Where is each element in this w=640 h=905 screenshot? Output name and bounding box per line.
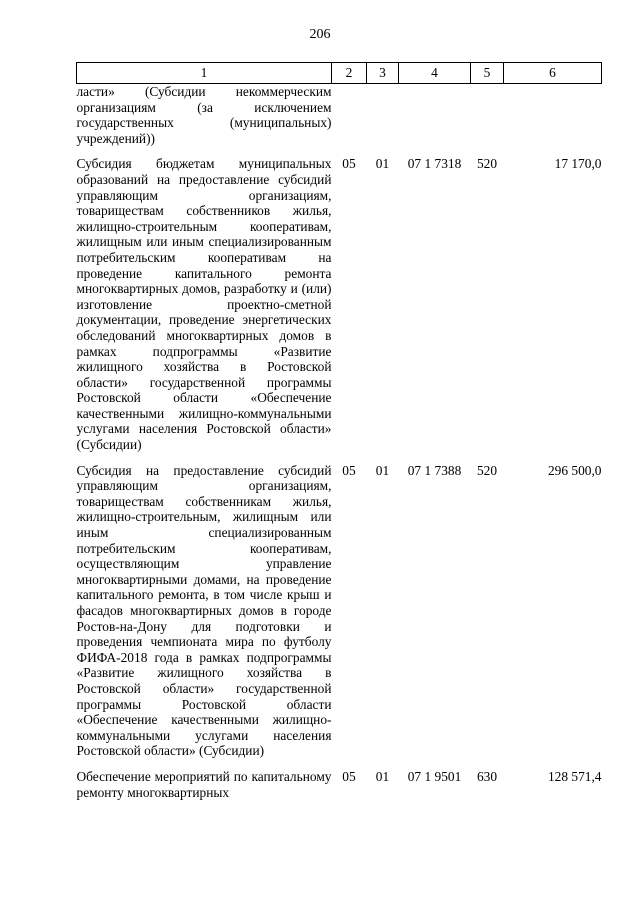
- table-row: [77, 84, 602, 147]
- row-target-article: 07 1 7318: [407, 156, 462, 172]
- column-header-target-article: 4: [399, 63, 471, 84]
- row-amount: 17 170,0: [554, 156, 602, 172]
- column-header-section: 2: [332, 63, 367, 84]
- row-expense-type: 520: [476, 462, 498, 478]
- row-spacer: [77, 146, 602, 156]
- budget-table: [76, 62, 602, 800]
- row-target-article: [399, 84, 471, 147]
- column-header-subsection: 3: [367, 63, 399, 84]
- row-expense-type: [471, 84, 504, 147]
- row-description: ласти» (Субсидии некоммерческим организациям (за исключением государственных (муниципальных) учреждений)): [76, 84, 332, 146]
- row-section: 05: [342, 768, 356, 784]
- row-section: 05: [342, 156, 356, 172]
- table-row: [77, 156, 602, 452]
- row-description: Субсидия бюджетам муниципальных образований на предоставление субсидий управляющим организациям, товариществам собственников жилья, жилищно-строительным кооперативам, жилищным или иным специализированным потребительским кооперативам на проведение капитального ремонта многоквартирных домов, разработку и (или) изготовление проектно-сметной документации, проведение энергетических обследований многоквартирных домов в рамках подпрограммы «Развитие жилищного хозяйства в Ростовской области» государственной программы Ростовской области «Обеспечение качественными жилищно-коммунальными услугами населения Ростовской области» (Субсидии): [76, 156, 332, 453]
- column-header-expense-type: 5: [471, 63, 504, 84]
- table-row: [77, 463, 602, 759]
- column-header-description: 1: [77, 63, 332, 84]
- row-target-article: 07 1 7388: [407, 462, 462, 478]
- row-expense-type: 630: [476, 768, 498, 784]
- column-header-amount: 6: [504, 63, 602, 84]
- table-row: [77, 769, 602, 800]
- row-target-article: 07 1 9501: [407, 768, 462, 784]
- row-spacer: [77, 453, 602, 463]
- row-section: 05: [342, 462, 356, 478]
- row-spacer: [77, 759, 602, 769]
- page-number: 206: [309, 27, 331, 42]
- row-amount: 128 571,4: [547, 768, 602, 784]
- row-subsection: [367, 84, 399, 147]
- row-subsection: 01: [375, 156, 390, 172]
- row-section: [332, 84, 367, 147]
- row-amount: [504, 84, 602, 147]
- row-amount: 296 500,0: [547, 462, 602, 478]
- row-subsection: 01: [375, 462, 390, 478]
- table-header-row: [77, 63, 602, 84]
- row-description: Субсидия на предоставление субсидий управляющим организациям, товариществам собственникам жилья, жилищно-строительным, жилищным или иным специализированным потребительским кооперативам, осуществляющим управление многоквартирными домами, на проведение капитального ремонта, в том числе крыш и фасадов многоквартирных домов в городе Ростов-на-Дону для подготовки и проведения чемпионата мира по футболу ФИФА-2018 года в рамках подпрограммы «Развитие жилищного хозяйства в Ростовской области» государственной программы Ростовской области «Обеспечение качественными жилищно-коммунальными услугами населения Ростовской области» (Субсидии): [76, 462, 332, 759]
- row-expense-type: 520: [476, 156, 498, 172]
- row-subsection: 01: [375, 768, 390, 784]
- row-description: Обеспечение мероприятий по капитальному ремонту многоквартирных: [76, 768, 332, 800]
